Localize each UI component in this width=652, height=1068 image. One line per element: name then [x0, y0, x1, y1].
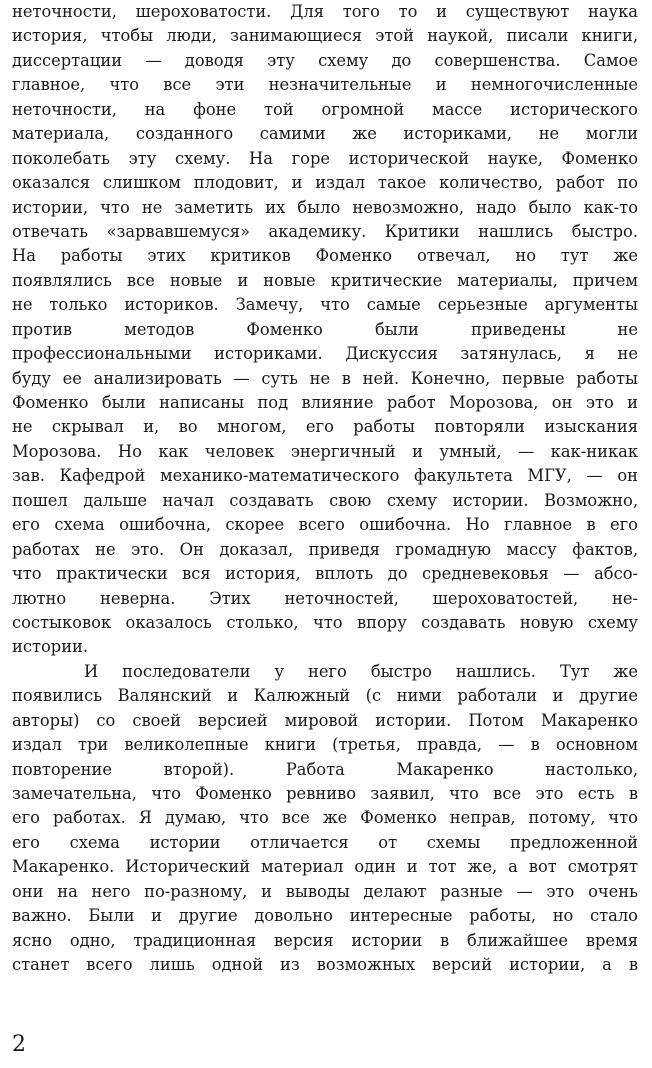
text-line: повторение второй). Работа Макаренко настолько, — [12, 759, 638, 779]
text-line: неточности, шероховатости. Для того то и существуют наука — [12, 2, 638, 21]
text-line: И последователи у него быстро нашлись. Тут же — [84, 661, 638, 681]
text-line: диссертации — доводя эту схему до совершенства. Самое — [12, 50, 638, 70]
text-line: не скрывал и, во многом, его работы повторяли изыскания — [12, 417, 638, 437]
page-number: 2 — [12, 1032, 26, 1057]
text-line: против методов Фоменко были приведены не — [12, 319, 638, 339]
text-line: появились Валянский и Калюжный (с ними работали и другие — [12, 686, 638, 706]
text-line: На работы этих критиков Фоменко отвечал, но тут же — [12, 246, 638, 266]
body-text — [12, 0, 638, 978]
text-line: замечательна, что Фоменко ревниво заявил, что все это есть в — [12, 784, 638, 803]
text-line: отвечать «зарвавшемуся» академику. Критики нашлись быстро. — [12, 221, 638, 241]
text-line: материала, созданного самими же историками, не могли — [12, 124, 638, 144]
text-line: станет всего лишь одной из возможных версий истории, а в — [12, 955, 638, 975]
text-line: профессиональными историками. Дискуссия затянулась, я не — [12, 344, 638, 364]
text-line: важно. Были и другие довольно интересные работы, но стало — [12, 906, 638, 926]
text-line: авторы) со своей версией мировой истории. Потом Макаренко — [12, 710, 638, 730]
text-line: история, чтобы люди, занимающиеся этой наукой, писали книги, — [12, 26, 638, 46]
text-line: Макаренко. Исторический материал один и тот же, а вот смотрят — [12, 857, 638, 877]
text-line: его схема истории отличается от схемы предложенной — [12, 832, 638, 852]
text-line: Морозова. Но как человек энергичный и умный, — как-никак — [12, 441, 638, 461]
text-line: ясно одно, традиционная версия истории в ближайшее время — [12, 930, 638, 950]
text-line: не только историков. Замечу, что самые серьезные аргументы — [12, 295, 638, 315]
text-line: состыковок оказалось столько, что впору создавать новую схему — [12, 612, 638, 632]
text-line: его работах. Я думаю, что все же Фоменко неправ, потому, что — [12, 808, 638, 828]
text-line: лютно неверна. Этих неточностей, шероховатостей, не- — [12, 588, 638, 608]
text-line: его схема ошибочна, скорее всего ошибочна. Но главное в его — [12, 515, 638, 535]
text-line: истории. — [12, 637, 89, 657]
text-line: работах не это. Он доказал, приведя громадную массу фактов, — [12, 539, 638, 559]
text-line: что практически вся история, вплоть до средневековья — абсо- — [12, 564, 638, 584]
text-line: истории, что не заметить их было невозможно, надо было как-то — [12, 197, 638, 217]
text-line: они на него по-разному, и выводы делают разные — это очень — [12, 881, 638, 901]
text-line: Фоменко были написаны под влияние работ Морозова, он это и — [12, 393, 638, 412]
text-line: главное, что все эти незначительные и немногочисленные — [12, 75, 638, 95]
text-line: буду ее анализировать — суть не в ней. Конечно, первые работы — [12, 368, 638, 388]
text-line: появлялись все новые и новые критические материалы, причем — [12, 270, 638, 290]
text-line: неточности, на фоне той огромной массе исторического — [12, 99, 638, 119]
text-line: поколебать эту схему. На горе исторической науке, Фоменко — [12, 148, 638, 168]
text-line: оказался слишком плодовит, и издал такое количество, работ по — [12, 173, 638, 193]
text-line: издал три великолепные книги (третья, правда, — в основном — [12, 735, 638, 755]
text-line: пошел дальше начал создавать свою схему истории. Возможно, — [12, 490, 638, 510]
text-line: зав. Кафедрой механико-математического факультета МГУ, — он — [12, 466, 638, 486]
